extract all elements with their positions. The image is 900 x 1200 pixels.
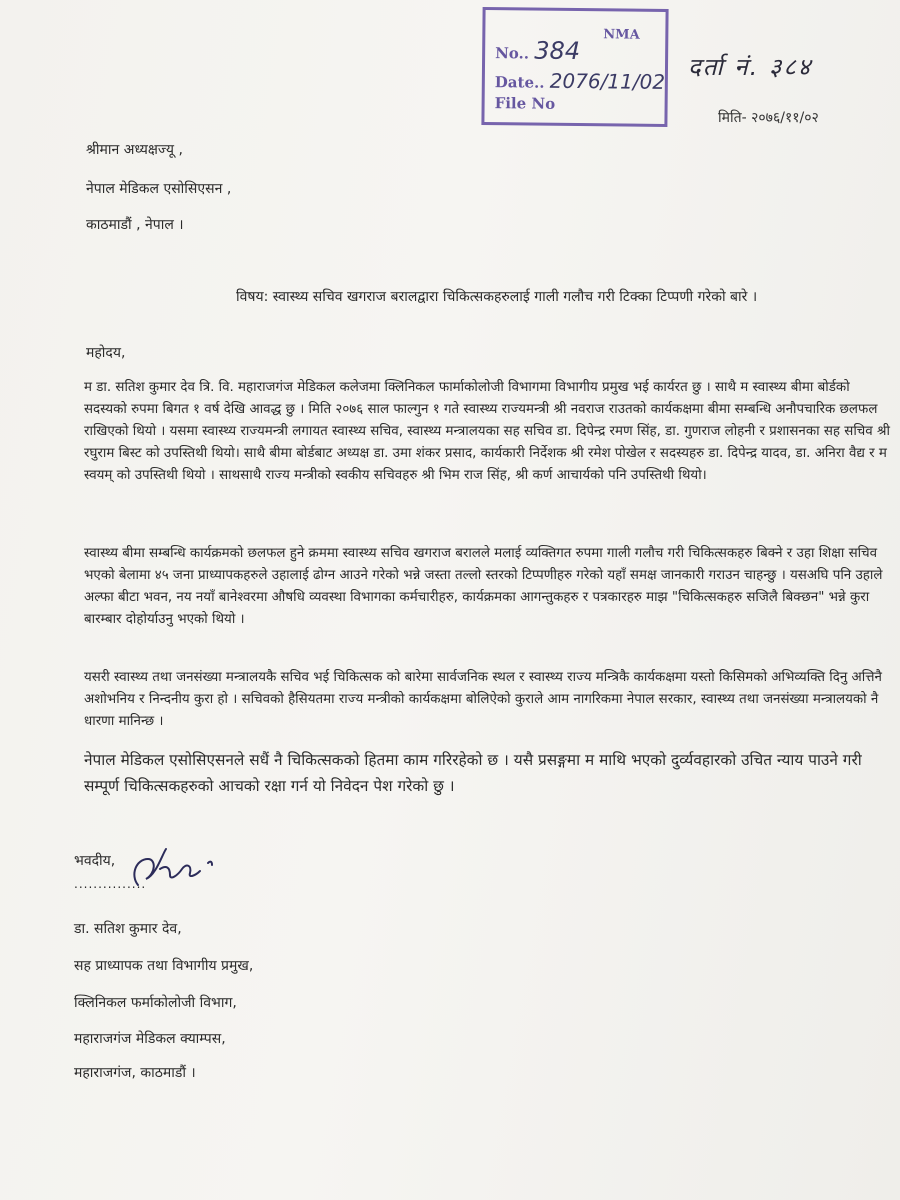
- stamp-date-value: 2076/11/02: [549, 68, 666, 94]
- subject-line: विषय: स्वास्थ्य सचिव खगराज बरालद्वारा चिकित्सकहरुलाई गाली गलौच गरी टिक्का टिप्पणी गरेको बारे ।: [236, 289, 758, 305]
- salutation: महोदय,: [86, 345, 126, 361]
- handwritten-signature: [126, 845, 236, 897]
- body-paragraph: यसरी स्वास्थ्य तथा जनसंख्या मन्त्रालयकै सचिव भई चिकित्सक को बारेमा सार्वजनिक स्थल र स्वास्थ्य राज्य मन्त्रिकै कार्यकक्षमा यस्तो किसिमको अभिव्यक्ति दिनु अत्तिनै अशोभनिय र निन्दनीय कुरा हो । सचिवको हैसियतमा राज्य मन्त्रीको कार्यकक्षमा बोलिऐको कुराले आम नागरिकमा नेपाल सरकार, स्वास्थ्य तथा जनसंख्या मन्त्रालयको नै धारणा मानिन्छ ।: [84, 670, 882, 729]
- stamp-file-label: File No: [494, 94, 556, 113]
- signatory-line: महाराजगंज, काठमाडौं ।: [74, 1065, 196, 1081]
- stamp-no-value: 384: [534, 36, 581, 66]
- nma-stamp: [481, 7, 668, 127]
- signatory-line: क्लिनिकल फर्माकोलोजी विभाग,: [74, 995, 237, 1011]
- signatory-line: महाराजगंज मेडिकल क्याम्पस,: [74, 1031, 226, 1047]
- stamp-number-row: [495, 36, 580, 65]
- address-line: श्रीमान अध्यक्षज्यू ,: [86, 142, 183, 158]
- stamp-date-row: [495, 68, 665, 94]
- body-paragraph: नेपाल मेडिकल एसोसिएसनले सधैं नै चिकित्सकको हितमा काम गरिरहेको छ । यसै प्रसङ्गमा म माथि भएको दुर्व्यवहारको उचित न्याय पाउने गरी सम्पूर्ण चिकित्सकहरुको आचको रक्षा गर्न यो निवेदन पेश गरेको छु ।: [84, 751, 862, 795]
- body-paragraph: स्वास्थ्य बीमा सम्बन्धि कार्यक्रमको छलफल हुने क्रममा स्वास्थ्य सचिव खगराज बरालले मलाई व्यक्तिगत रुपमा गाली गलौच गरी चिकित्सकहरु बिक्ने र उहा शिक्षा सचिव भएको बेलामा ४५ जना प्राध्यापकहरुले उहालाई ढोग्न आउने गरेको भन्ने जस्ता तल्लो स्तरको टिप्पणीहरु गरेको यहाँ समक्ष जानकारी गराउन चाहन्छु । यसअघि पनि उहाले अल्फा बीटा भवन, नय नयाँ बानेश्वरमा औषधि व्यवस्था विभागका कर्मचारीहरु, कार्यक्रमका आगन्तुकहरु र पत्रकारहरु माझ "चिकित्सकहरु सजिलै बिक्छन" भन्ने कुरा बारम्बार दोहोर्याउनु भएको थियो ।: [84, 546, 883, 627]
- signatory-line: सह प्राध्यापक तथा विभागीय प्रमुख,: [74, 958, 254, 974]
- body-paragraph: म डा. सतिश कुमार देव त्रि. वि. महाराजगंज मेडिकल कलेजमा क्लिनिकल फार्माकोलोजी विभागमा विभागीय प्रमुख भई कार्यरत छु । साथै म स्वास्थ्य बीमा बोर्डको सदस्यको रुपमा बिगत १ वर्ष देखि आवद्ध छु । मिति २०७६ साल फाल्गुन १ गते स्वास्थ्य राज्यमन्त्री श्री नवराज राउतको कार्यकक्षमा बीमा सम्बन्धि अनौपचारिक छलफल राखिएको थियो । यसमा स्वास्थ्य राज्यमन्त्री लगायत स्वास्थ्य सचिव, स्वास्थ्य मन्त्रालयका सह सचिव डा. दिपेन्द्र रमण सिंह, डा. गुणराज लोहनी र प्रशासनका सह सचिव श्री रघुराम बिस्ट को उपस्तिथी थियो। साथै बीमा बोर्डबाट अध्यक्ष डा. उमा शंकर प्रसाद, कार्यकारी निर्देशक श्री रमेश पोखेल र सदस्यहरु डा. दिपेन्द्र यादव, डा. अनिरा वैद्य र म स्वयम् को उपस्तिथी थियो । साथसाथै राज्य मन्त्रीको स्वकीय सचिवहरु श्री भिम राज सिंह, श्री कर्ण आचार्यको पनि उपस्तिथी थियो।: [84, 380, 890, 483]
- stamp-date-label: Date..: [494, 73, 545, 92]
- signature-dots: ...............: [74, 877, 147, 891]
- registration-number: दर्ता नं. ३८४: [688, 53, 813, 81]
- letter-date: मिति- २०७६/११/०२: [718, 110, 819, 126]
- closing: भवदीय,: [74, 853, 116, 869]
- stamp-no-label: No..: [495, 44, 530, 63]
- signature-block: [74, 845, 274, 905]
- address-line: नेपाल मेडिकल एसोसिएसन ,: [86, 181, 232, 197]
- address-line: काठमाडौं , नेपाल ।: [86, 217, 184, 233]
- signatory-line: डा. सतिश कुमार देव,: [74, 921, 182, 937]
- stamp-org: NMA: [603, 27, 640, 43]
